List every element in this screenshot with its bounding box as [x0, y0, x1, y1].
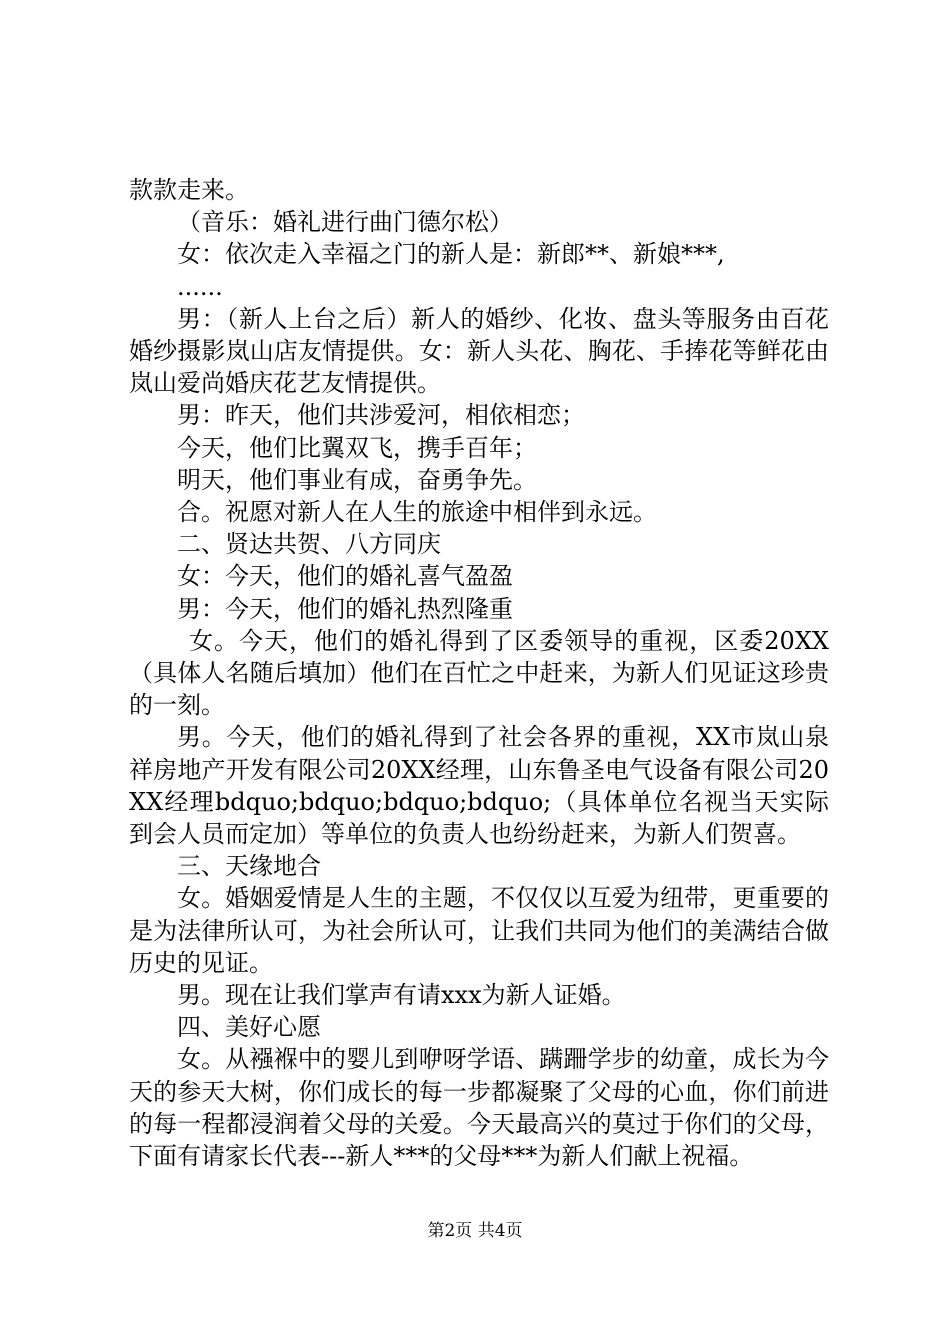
paragraph-continuation: 款款走来。: [129, 176, 249, 204]
paragraph-female-today: 女：今天，他们的婚礼喜气盈盈: [177, 562, 513, 591]
paragraph-female-intro: 女：依次走入幸福之门的新人是：新郎**、新娘***,: [177, 240, 725, 269]
section-heading-2: 二、贤达共贺、八方同庆: [177, 530, 441, 559]
paragraph-male-services: 男：（新人上台之后）新人的婚纱、化妆、盘头等服务由百花婚纱摄影岚山店友情提供。女：新人头花、胸花、手捧花等鲜花由岚山爱尚婚庆花艺友情提供。: [129, 304, 829, 398]
paragraph-tomorrow: 明天，他们事业有成，奋勇争先。: [177, 465, 537, 494]
paragraph-female-marriage: 女。婚姻爱情是人生的主题，不仅仅以互爱为纽带，更重要的是为法律所认可，为社会所认可，让我们共同为他们的美满结合做历史的见证。: [129, 884, 829, 977]
paragraph-ellipsis: ......: [177, 272, 223, 301]
document-body: [129, 174, 829, 1172]
page-number-label: 第2页 共4页: [427, 1221, 523, 1241]
section-heading-4: 四、美好心愿: [177, 1013, 321, 1042]
paragraph-yesterday: 男：昨天，他们共涉爱河，相依相恋；: [177, 401, 585, 430]
paragraph-male-society: 男。今天，他们的婚礼得到了社会各界的重视，XX市岚山泉祥房地产开发有限公司20XX经理，山东鲁圣电气设备有限公司20XX经理bdquo;bdquo;bdquo;bdquo;（具体单位名视当天实际到会人员而定加）等单位的负责人也纷纷赶来，为新人们贺喜。: [129, 723, 829, 849]
paragraph-together-wish: 合。祝愿对新人在人生的旅途中相伴到永远。: [177, 498, 657, 527]
paragraph-music-note: （音乐：婚礼进行曲门德尔松）: [177, 208, 513, 237]
paragraph-today: 今天，他们比翼双飞，携手百年；: [177, 433, 537, 462]
paragraph-female-parents: 女。从襁褓中的婴儿到咿呀学语、蹒跚学步的幼童，成长为今天的参天大树，你们成长的每一步都凝聚了父母的心血，你们前进的每一程都浸润着父母的关爱。今天最高兴的莫过于你们的父母，下面有请家长代表---新人***的父母***为新人们献上祝福。: [129, 1045, 829, 1171]
paragraph-female-leaders: 女。今天，他们的婚礼得到了区委领导的重视，区委20XX（具体人名随后填加）他们在百忙之中赶来，为新人们见证这珍贵的一刻。: [129, 626, 829, 720]
paragraph-male-today: 男：今天，他们的婚礼热烈隆重: [177, 594, 513, 623]
page-footer: [0, 1216, 950, 1241]
paragraph-male-officiant: 男。现在让我们掌声有请xxx为新人证婚。: [177, 981, 626, 1010]
section-heading-3: 三、天缘地合: [177, 852, 321, 881]
